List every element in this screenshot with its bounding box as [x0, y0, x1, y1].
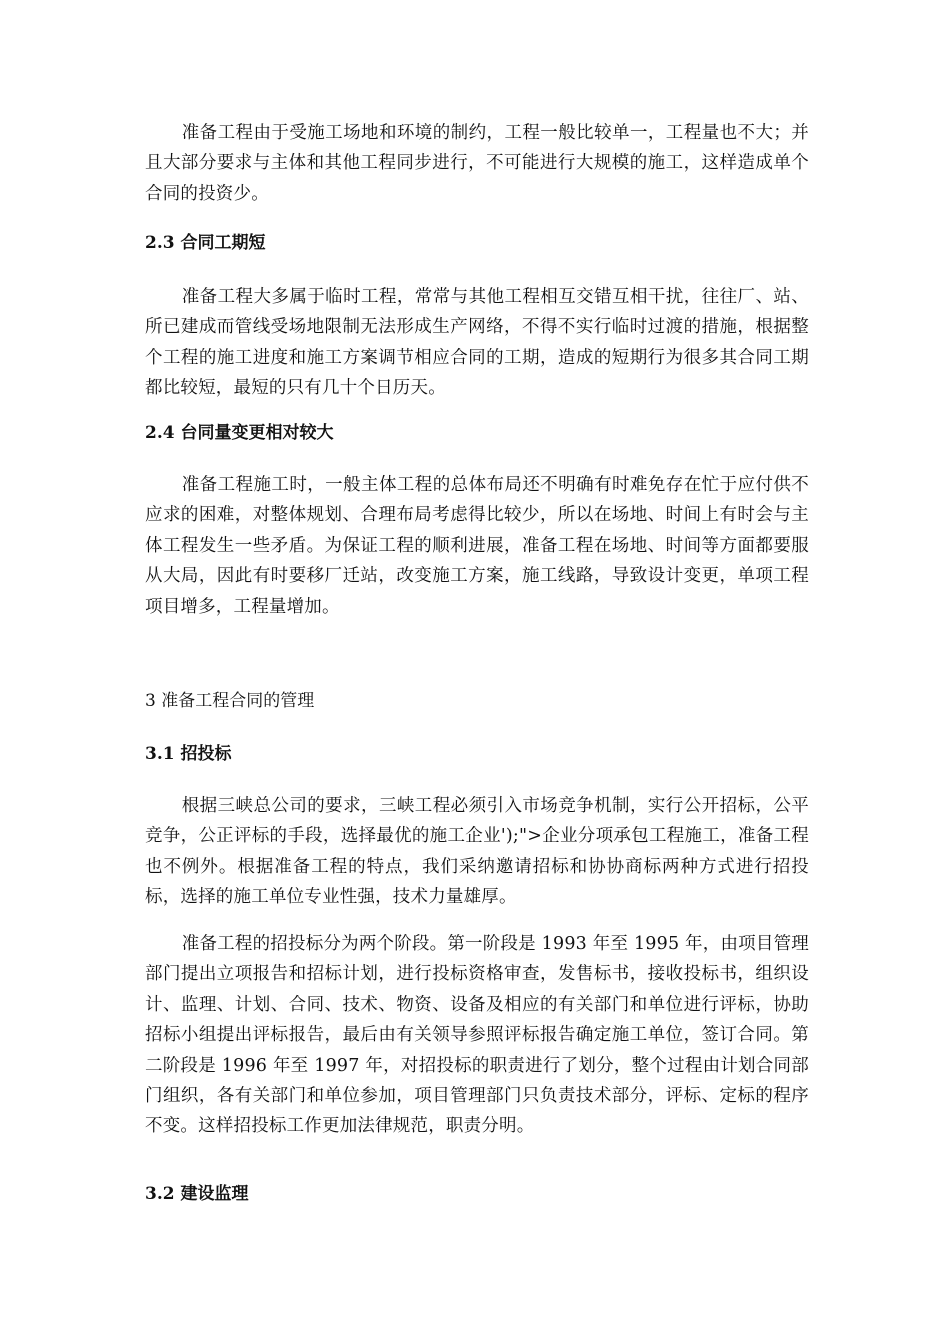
paragraph-bidding-stages: 准备工程的招投标分为两个阶段。第一阶段是 1993 年至 1995 年，由项目管理部门提出立项报告和招标计划，进行投标资格审查，发售标书，接收投标书，组织设计、监理、计划、合同、技术、物资、设备及相应的有关部门和单位进行评标，协助招标小组提出评标报告，最后由有关领导参照评标报告确定施工单位，签订合同。第二阶段是 1996 年至 1997 年，对招投标的职责进行了划分，整个过程由计划合同部门组织，各有关部门和单位参加，项目管理部门只负责技术部分，评标、定标的程序不变。这样招投标工作更加法律规范，职责分明。: [145, 934, 809, 1137]
heading-3-1: 3.1 招投标: [145, 744, 232, 764]
heading-2-3: 2.3 合同工期短: [145, 233, 266, 253]
paragraph-short-duration: 准备工程大多属于临时工程，常常与其他工程相互交错互相干扰，往往厂、站、所已建成而管线受场地限制无法形成生产网络，不得不实行临时过渡的措施，根据整个工程的施工进度和施工方案调节相应合同的工期，造成的短期行为很多其合同工期都比较短，最短的只有几十个日历天。: [145, 287, 809, 399]
paragraph-contract-changes: 准备工程施工时，一般主体工程的总体布局还不明确有时难免存在忙于应付供不应求的困难，对整体规划、合理布局考虑得比较少，所以在场地、时间上有时会与主体工程发生一些矛盾。为保证工程的顺利进展，准备工程在场地、时间等方面都要服从大局，因此有时要移厂迁站，改变施工方案，施工线路，导致设计变更，单项工程项目增多，工程量增加。: [145, 475, 809, 617]
heading-2-4: 2.4 台同量变更相对较大: [145, 423, 334, 443]
heading-3-2: 3.2 建设监理: [145, 1184, 249, 1204]
paragraph-bidding-intro: 根据三峡总公司的要求，三峡工程必须引入市场竞争机制，实行公开招标，公平竞争，公正评标的手段，选择最优的施工企业');">企业分项承包工程施工，准备工程也不例外。根据准备工程的特点，我们采纳邀请招标和协协商标两种方式进行招投标，选择的施工单位专业性强，技术力量雄厚。: [145, 796, 809, 908]
section-title-3: 3 准备工程合同的管理: [145, 691, 315, 711]
paragraph-contract-investment: 准备工程由于受施工场地和环境的制约，工程一般比较单一，工程量也不大；并且大部分要求与主体和其他工程同步进行，不可能进行大规模的施工，这样造成单个合同的投资少。: [145, 123, 809, 204]
